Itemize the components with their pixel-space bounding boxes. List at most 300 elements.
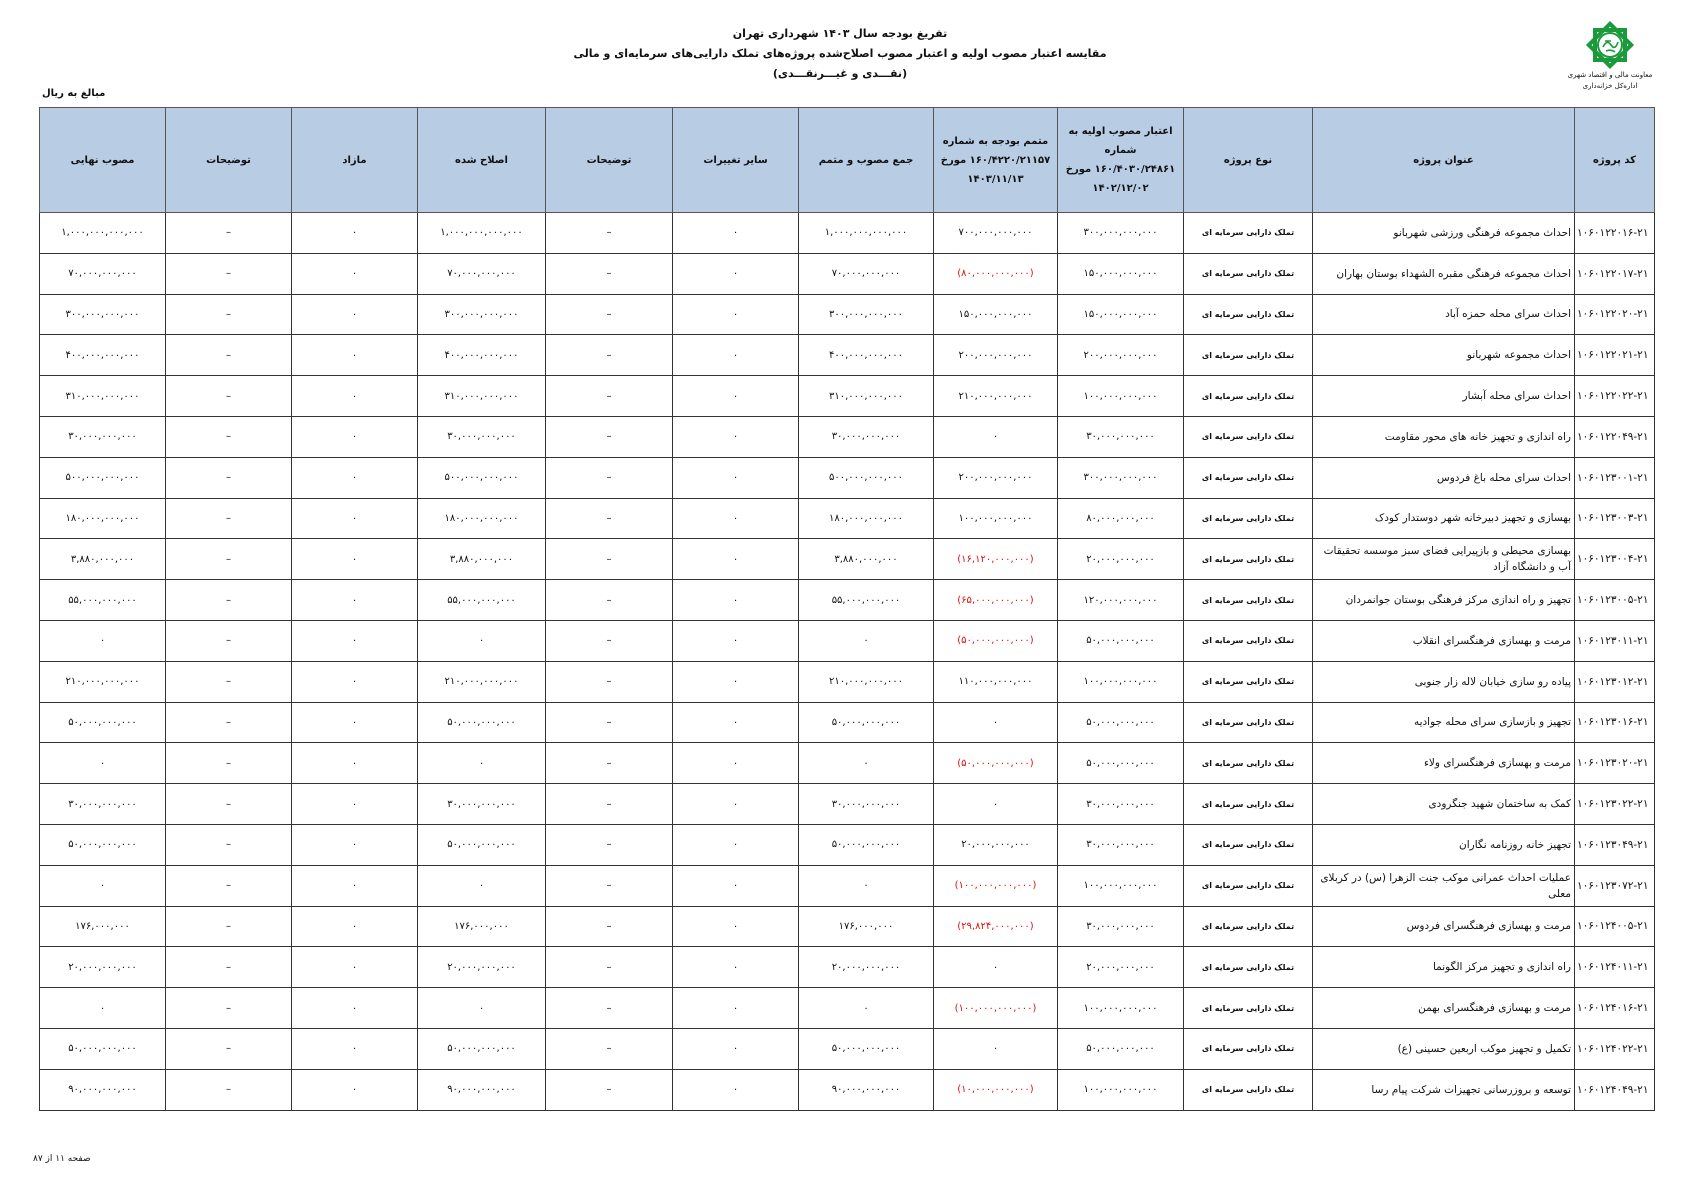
cell-amended: ۵۰,۰۰۰,۰۰۰,۰۰۰ xyxy=(418,824,546,865)
cell-initial: ۳۰,۰۰۰,۰۰۰,۰۰۰ xyxy=(1058,906,1184,947)
cell-notes1: – xyxy=(546,947,673,988)
cell-title: مرمت و بهسازی فرهنگسرای فردوس xyxy=(1313,906,1575,947)
cell-sum: ۴۰۰,۰۰۰,۰۰۰,۰۰۰ xyxy=(799,335,934,376)
logo-deputy-text: معاونت مالی و اقتصاد شهری xyxy=(1567,71,1653,79)
cell-code: ۱۰۶۰۱۲۲۰۲۲-۲۱ xyxy=(1575,376,1655,417)
cell-surplus: ۰ xyxy=(292,253,418,294)
cell-final: ۱,۰۰۰,۰۰۰,۰۰۰,۰۰۰ xyxy=(40,213,166,254)
cell-supplement: ۰ xyxy=(934,416,1058,457)
table-row xyxy=(40,661,1655,702)
cell-code: ۱۰۶۰۱۲۳۰۰۳-۲۱ xyxy=(1575,498,1655,539)
cell-amended: ۴۰۰,۰۰۰,۰۰۰,۰۰۰ xyxy=(418,335,546,376)
cell-final: ۵۰۰,۰۰۰,۰۰۰,۰۰۰ xyxy=(40,457,166,498)
cell-type: تملک دارایی سرمایه ای xyxy=(1184,416,1313,457)
cell-title: عملیات احداث عمرانی موکب جنت الزهرا (س) در کربلای معلی xyxy=(1313,865,1575,906)
cell-notes2: – xyxy=(166,702,292,743)
cell-supplement: ۱۱۰,۰۰۰,۰۰۰,۰۰۰ xyxy=(934,661,1058,702)
col-header-surplus: مازاد xyxy=(292,108,418,213)
cell-surplus: ۰ xyxy=(292,376,418,417)
cell-final: ۵۰,۰۰۰,۰۰۰,۰۰۰ xyxy=(40,702,166,743)
cell-type: تملک دارایی سرمایه ای xyxy=(1184,865,1313,906)
cell-other: ۰ xyxy=(673,906,799,947)
col-header-code: کد پروژه xyxy=(1575,108,1655,213)
cell-initial: ۳۰,۰۰۰,۰۰۰,۰۰۰ xyxy=(1058,784,1184,825)
table-row xyxy=(40,947,1655,988)
cell-notes2: – xyxy=(166,784,292,825)
table-row xyxy=(40,498,1655,539)
cell-surplus: ۰ xyxy=(292,824,418,865)
cell-supplement: (۱۰۰,۰۰۰,۰۰۰,۰۰۰) xyxy=(934,865,1058,906)
cell-other: ۰ xyxy=(673,294,799,335)
col-header-notes2: توضیحات xyxy=(166,108,292,213)
cell-surplus: ۰ xyxy=(292,947,418,988)
table-row xyxy=(40,1069,1655,1110)
cell-title: مرمت و بهسازی فرهنگسرای ولاء xyxy=(1313,743,1575,784)
cell-other: ۰ xyxy=(673,498,799,539)
cell-notes2: – xyxy=(166,213,292,254)
cell-initial: ۵۰,۰۰۰,۰۰۰,۰۰۰ xyxy=(1058,1028,1184,1069)
cell-type: تملک دارایی سرمایه ای xyxy=(1184,824,1313,865)
cell-other: ۰ xyxy=(673,335,799,376)
table-row xyxy=(40,743,1655,784)
cell-surplus: ۰ xyxy=(292,1069,418,1110)
cell-initial: ۸۰,۰۰۰,۰۰۰,۰۰۰ xyxy=(1058,498,1184,539)
cell-code: ۱۰۶۰۱۲۴۰۱۶-۲۱ xyxy=(1575,988,1655,1029)
cell-notes1: – xyxy=(546,580,673,621)
cell-amended: ۲۱۰,۰۰۰,۰۰۰,۰۰۰ xyxy=(418,661,546,702)
cell-notes1: – xyxy=(546,457,673,498)
cell-type: تملک دارایی سرمایه ای xyxy=(1184,661,1313,702)
cell-amended: ۵۰,۰۰۰,۰۰۰,۰۰۰ xyxy=(418,702,546,743)
table-row xyxy=(40,1028,1655,1069)
report-subtitle: مقایسه اعتبار مصوب اولیه و اعتبار مصوب اصلاح‌شده پروژه‌های تملک دارایی‌های سرمایه‌ای و مالی xyxy=(573,47,1107,60)
cell-notes1: – xyxy=(546,702,673,743)
cell-code: ۱۰۶۰۱۲۴۰۰۵-۲۱ xyxy=(1575,906,1655,947)
cell-final: ۲۱۰,۰۰۰,۰۰۰,۰۰۰ xyxy=(40,661,166,702)
cell-supplement: ۰ xyxy=(934,702,1058,743)
cell-notes2: – xyxy=(166,1028,292,1069)
cell-sum: ۰ xyxy=(799,865,934,906)
cell-notes1: – xyxy=(546,294,673,335)
cell-other: ۰ xyxy=(673,376,799,417)
cell-title: احداث مجموعه شهربانو xyxy=(1313,335,1575,376)
cell-initial: ۱۰۰,۰۰۰,۰۰۰,۰۰۰ xyxy=(1058,988,1184,1029)
cell-code: ۱۰۶۰۱۲۲۰۲۰-۲۱ xyxy=(1575,294,1655,335)
cell-final: ۱۷۶,۰۰۰,۰۰۰ xyxy=(40,906,166,947)
cell-amended: ۹۰,۰۰۰,۰۰۰,۰۰۰ xyxy=(418,1069,546,1110)
cell-sum: ۵۰,۰۰۰,۰۰۰,۰۰۰ xyxy=(799,1028,934,1069)
cell-notes1: – xyxy=(546,906,673,947)
cell-final: ۴۰۰,۰۰۰,۰۰۰,۰۰۰ xyxy=(40,335,166,376)
cell-amended: ۰ xyxy=(418,620,546,661)
cell-surplus: ۰ xyxy=(292,784,418,825)
cell-final: ۳۰,۰۰۰,۰۰۰,۰۰۰ xyxy=(40,784,166,825)
table-row xyxy=(40,294,1655,335)
cell-final: ۰ xyxy=(40,865,166,906)
cell-initial: ۵۰,۰۰۰,۰۰۰,۰۰۰ xyxy=(1058,620,1184,661)
cell-notes1: – xyxy=(546,784,673,825)
cell-notes1: – xyxy=(546,661,673,702)
cell-notes2: – xyxy=(166,376,292,417)
cell-sum: ۲۰,۰۰۰,۰۰۰,۰۰۰ xyxy=(799,947,934,988)
col-header-amended: اصلاح شده xyxy=(418,108,546,213)
cell-title: کمک به ساختمان شهید جنگرودی xyxy=(1313,784,1575,825)
cell-initial: ۱۵۰,۰۰۰,۰۰۰,۰۰۰ xyxy=(1058,294,1184,335)
cell-type: تملک دارایی سرمایه ای xyxy=(1184,294,1313,335)
col-header-type: نوع پروژه xyxy=(1184,108,1313,213)
cell-title: احداث مجموعه فرهنگی مقبره الشهداء بوستان بهاران xyxy=(1313,253,1575,294)
cell-amended: ۲۰,۰۰۰,۰۰۰,۰۰۰ xyxy=(418,947,546,988)
cell-initial: ۱۰۰,۰۰۰,۰۰۰,۰۰۰ xyxy=(1058,1069,1184,1110)
cell-final: ۷۰,۰۰۰,۰۰۰,۰۰۰ xyxy=(40,253,166,294)
cell-title: راه اندازی و تجهیز مرکز الگونما xyxy=(1313,947,1575,988)
col-header-sum: جمع مصوب و متمم xyxy=(799,108,934,213)
cell-type: تملک دارایی سرمایه ای xyxy=(1184,580,1313,621)
cell-notes2: – xyxy=(166,947,292,988)
cell-other: ۰ xyxy=(673,865,799,906)
cell-initial: ۱۵۰,۰۰۰,۰۰۰,۰۰۰ xyxy=(1058,253,1184,294)
cell-sum: ۰ xyxy=(799,988,934,1029)
cell-final: ۱۸۰,۰۰۰,۰۰۰,۰۰۰ xyxy=(40,498,166,539)
table-row xyxy=(40,416,1655,457)
cell-title: تجهیز خانه روزنامه نگاران xyxy=(1313,824,1575,865)
table-row xyxy=(40,824,1655,865)
cell-code: ۱۰۶۰۱۲۳۰۲۰-۲۱ xyxy=(1575,743,1655,784)
cell-notes1: – xyxy=(546,253,673,294)
cell-title: تجهیز و بازسازی سرای محله جوادیه xyxy=(1313,702,1575,743)
cell-supplement: ۱۰۰,۰۰۰,۰۰۰,۰۰۰ xyxy=(934,498,1058,539)
cell-code: ۱۰۶۰۱۲۳۰۱۱-۲۱ xyxy=(1575,620,1655,661)
cell-sum: ۱۷۶,۰۰۰,۰۰۰ xyxy=(799,906,934,947)
table-row xyxy=(40,213,1655,254)
cell-supplement: (۱۰۰,۰۰۰,۰۰۰,۰۰۰) xyxy=(934,988,1058,1029)
logo-department-text: اداره‌کل خزانه‌داری xyxy=(1582,82,1638,90)
table-row xyxy=(40,620,1655,661)
cell-supplement: ۲۰,۰۰۰,۰۰۰,۰۰۰ xyxy=(934,824,1058,865)
cell-other: ۰ xyxy=(673,580,799,621)
cell-supplement: (۱۰,۰۰۰,۰۰۰,۰۰۰) xyxy=(934,1069,1058,1110)
table-row xyxy=(40,376,1655,417)
cell-other: ۰ xyxy=(673,1028,799,1069)
table-row xyxy=(40,335,1655,376)
col-header-initial-line: ۱۶۰/۴۰۳۰/۲۴۸۶۱ مورخ xyxy=(1065,164,1176,175)
cell-notes1: – xyxy=(546,376,673,417)
cell-type: تملک دارایی سرمایه ای xyxy=(1184,620,1313,661)
cell-notes2: – xyxy=(166,253,292,294)
cell-amended: ۳۰,۰۰۰,۰۰۰,۰۰۰ xyxy=(418,784,546,825)
table-row xyxy=(40,784,1655,825)
cell-surplus: ۰ xyxy=(292,661,418,702)
cell-title: تجهیز و راه اندازی مرکز فرهنگی بوستان جوانمردان xyxy=(1313,580,1575,621)
cell-final: ۳,۸۸۰,۰۰۰,۰۰۰ xyxy=(40,539,166,580)
cell-initial: ۲۰,۰۰۰,۰۰۰,۰۰۰ xyxy=(1058,947,1184,988)
logo-emblem-icon xyxy=(1581,20,1639,70)
cell-surplus: ۰ xyxy=(292,335,418,376)
col-header-initial-line: ۱۴۰۲/۱۲/۰۲ xyxy=(1092,183,1149,194)
cell-code: ۱۰۶۰۱۲۲۰۴۹-۲۱ xyxy=(1575,416,1655,457)
cell-code: ۱۰۶۰۱۲۳۰۴۹-۲۱ xyxy=(1575,824,1655,865)
cell-notes2: – xyxy=(166,743,292,784)
cell-notes1: – xyxy=(546,988,673,1029)
cell-initial: ۲۰۰,۰۰۰,۰۰۰,۰۰۰ xyxy=(1058,335,1184,376)
cell-surplus: ۰ xyxy=(292,580,418,621)
cell-surplus: ۰ xyxy=(292,620,418,661)
table-row xyxy=(40,539,1655,580)
cell-surplus: ۰ xyxy=(292,988,418,1029)
cell-surplus: ۰ xyxy=(292,865,418,906)
cell-surplus: ۰ xyxy=(292,743,418,784)
table-body xyxy=(40,213,1655,1111)
col-header-initial-line: اعتبار مصوب اولیه به شماره xyxy=(1068,126,1173,156)
cell-sum: ۱,۰۰۰,۰۰۰,۰۰۰,۰۰۰ xyxy=(799,213,934,254)
cell-initial: ۳۰,۰۰۰,۰۰۰,۰۰۰ xyxy=(1058,416,1184,457)
cell-type: تملک دارایی سرمایه ای xyxy=(1184,784,1313,825)
col-header-other: سایر تغییرات xyxy=(673,108,799,213)
page-number: صفحه ۱۱ از ۸۷ xyxy=(33,1154,91,1164)
cell-surplus: ۰ xyxy=(292,906,418,947)
cell-notes2: – xyxy=(166,457,292,498)
cell-supplement: ۰ xyxy=(934,1028,1058,1069)
cell-notes2: – xyxy=(166,906,292,947)
cell-supplement: ۰ xyxy=(934,784,1058,825)
cell-sum: ۲۱۰,۰۰۰,۰۰۰,۰۰۰ xyxy=(799,661,934,702)
cell-notes1: – xyxy=(546,213,673,254)
cell-title: تکمیل و تجهیز موکب اربعین حسینی (ع) xyxy=(1313,1028,1575,1069)
cell-initial: ۵۰,۰۰۰,۰۰۰,۰۰۰ xyxy=(1058,702,1184,743)
cell-supplement: (۵۰,۰۰۰,۰۰۰,۰۰۰) xyxy=(934,743,1058,784)
cell-amended: ۵۰۰,۰۰۰,۰۰۰,۰۰۰ xyxy=(418,457,546,498)
cell-supplement: (۵۰,۰۰۰,۰۰۰,۰۰۰) xyxy=(934,620,1058,661)
cell-surplus: ۰ xyxy=(292,702,418,743)
currency-unit-label: مبالغ به ریال xyxy=(42,88,106,99)
cell-final: ۰ xyxy=(40,988,166,1029)
cell-notes1: – xyxy=(546,416,673,457)
cell-other: ۰ xyxy=(673,661,799,702)
cell-amended: ۰ xyxy=(418,865,546,906)
cell-sum: ۱۸۰,۰۰۰,۰۰۰,۰۰۰ xyxy=(799,498,934,539)
cell-notes1: – xyxy=(546,1069,673,1110)
table-row xyxy=(40,253,1655,294)
cell-type: تملک دارایی سرمایه ای xyxy=(1184,253,1313,294)
cell-title: پیاده رو سازی خیابان لاله زار جنوبی xyxy=(1313,661,1575,702)
cell-supplement: ۲۰۰,۰۰۰,۰۰۰,۰۰۰ xyxy=(934,335,1058,376)
col-header-notes1: توضیحات xyxy=(546,108,673,213)
cell-notes1: – xyxy=(546,865,673,906)
cell-title: توسعه و بروزرسانی تجهیزات شرکت پیام رسا xyxy=(1313,1069,1575,1110)
cell-amended: ۱۷۶,۰۰۰,۰۰۰ xyxy=(418,906,546,947)
cell-sum: ۰ xyxy=(799,620,934,661)
report-title: تفریغ بودجه سال ۱۴۰۳ شهرداری تهران xyxy=(732,27,948,40)
cell-sum: ۳۰,۰۰۰,۰۰۰,۰۰۰ xyxy=(799,416,934,457)
cell-amended: ۳۰۰,۰۰۰,۰۰۰,۰۰۰ xyxy=(418,294,546,335)
cell-initial: ۱۰۰,۰۰۰,۰۰۰,۰۰۰ xyxy=(1058,865,1184,906)
cell-initial: ۳۰۰,۰۰۰,۰۰۰,۰۰۰ xyxy=(1058,457,1184,498)
cell-final: ۰ xyxy=(40,743,166,784)
cell-supplement: (۶۵,۰۰۰,۰۰۰,۰۰۰) xyxy=(934,580,1058,621)
cell-sum: ۵۰,۰۰۰,۰۰۰,۰۰۰ xyxy=(799,824,934,865)
table-row xyxy=(40,457,1655,498)
cell-supplement: ۱۵۰,۰۰۰,۰۰۰,۰۰۰ xyxy=(934,294,1058,335)
cell-title: بهسازی محیطی و بازپیرایی فضای سبز موسسه تحقیقات آب و دانشگاه آزاد xyxy=(1313,539,1575,580)
cell-sum: ۵۰,۰۰۰,۰۰۰,۰۰۰ xyxy=(799,702,934,743)
report-subtitle-cash: (نقـــدی و غیـــرنقـــدی) xyxy=(772,67,908,80)
cell-title: احداث مجموعه فرهنگی ورزشی شهربانو xyxy=(1313,213,1575,254)
table-row xyxy=(40,988,1655,1029)
cell-surplus: ۰ xyxy=(292,1028,418,1069)
col-header-supplement-line: ۱۶۰/۴۲۲۰/۲۱۱۵۷ مورخ xyxy=(940,154,1051,166)
cell-initial: ۱۲۰,۰۰۰,۰۰۰,۰۰۰ xyxy=(1058,580,1184,621)
cell-title: احداث سرای محله باغ فردوس xyxy=(1313,457,1575,498)
cell-title: مرمت و بهسازی فرهنگسرای بهمن xyxy=(1313,988,1575,1029)
cell-sum: ۳۰,۰۰۰,۰۰۰,۰۰۰ xyxy=(799,784,934,825)
cell-other: ۰ xyxy=(673,620,799,661)
cell-notes2: – xyxy=(166,1069,292,1110)
cell-sum: ۹۰,۰۰۰,۰۰۰,۰۰۰ xyxy=(799,1069,934,1110)
cell-initial: ۵۰,۰۰۰,۰۰۰,۰۰۰ xyxy=(1058,743,1184,784)
cell-notes1: – xyxy=(546,824,673,865)
cell-other: ۰ xyxy=(673,1069,799,1110)
cell-code: ۱۰۶۰۱۲۴۰۲۲-۲۱ xyxy=(1575,1028,1655,1069)
cell-other: ۰ xyxy=(673,416,799,457)
cell-code: ۱۰۶۰۱۲۲۰۲۱-۲۱ xyxy=(1575,335,1655,376)
cell-final: ۵۰,۰۰۰,۰۰۰,۰۰۰ xyxy=(40,824,166,865)
cell-sum: ۷۰,۰۰۰,۰۰۰,۰۰۰ xyxy=(799,253,934,294)
cell-other: ۰ xyxy=(673,253,799,294)
cell-supplement: ۷۰۰,۰۰۰,۰۰۰,۰۰۰ xyxy=(934,213,1058,254)
cell-amended: ۰ xyxy=(418,988,546,1029)
cell-type: تملک دارایی سرمایه ای xyxy=(1184,376,1313,417)
cell-type: تملک دارایی سرمایه ای xyxy=(1184,335,1313,376)
cell-initial: ۱۰۰,۰۰۰,۰۰۰,۰۰۰ xyxy=(1058,661,1184,702)
cell-type: تملک دارایی سرمایه ای xyxy=(1184,213,1313,254)
cell-surplus: ۰ xyxy=(292,294,418,335)
cell-other: ۰ xyxy=(673,743,799,784)
cell-type: تملک دارایی سرمایه ای xyxy=(1184,457,1313,498)
table-row xyxy=(40,865,1655,906)
cell-notes2: – xyxy=(166,824,292,865)
cell-type: تملک دارایی سرمایه ای xyxy=(1184,1028,1313,1069)
cell-amended: ۰ xyxy=(418,743,546,784)
cell-code: ۱۰۶۰۱۲۳۰۱۶-۲۱ xyxy=(1575,702,1655,743)
cell-initial: ۳۰,۰۰۰,۰۰۰,۰۰۰ xyxy=(1058,824,1184,865)
cell-other: ۰ xyxy=(673,539,799,580)
cell-other: ۰ xyxy=(673,824,799,865)
cell-type: تملک دارایی سرمایه ای xyxy=(1184,539,1313,580)
cell-other: ۰ xyxy=(673,213,799,254)
cell-other: ۰ xyxy=(673,702,799,743)
cell-surplus: ۰ xyxy=(292,498,418,539)
table-header-row xyxy=(40,108,1655,213)
cell-final: ۲۰,۰۰۰,۰۰۰,۰۰۰ xyxy=(40,947,166,988)
cell-type: تملک دارایی سرمایه ای xyxy=(1184,743,1313,784)
cell-sum: ۳,۸۸۰,۰۰۰,۰۰۰ xyxy=(799,539,934,580)
cell-type: تملک دارایی سرمایه ای xyxy=(1184,1069,1313,1110)
cell-code: ۱۰۶۰۱۲۳۰۰۵-۲۱ xyxy=(1575,580,1655,621)
cell-code: ۱۰۶۰۱۲۳۰۷۲-۲۱ xyxy=(1575,865,1655,906)
cell-notes2: – xyxy=(166,498,292,539)
cell-notes2: – xyxy=(166,539,292,580)
cell-title: احداث سرای محله حمزه آباد xyxy=(1313,294,1575,335)
cell-initial: ۱۰۰,۰۰۰,۰۰۰,۰۰۰ xyxy=(1058,376,1184,417)
cell-notes1: – xyxy=(546,620,673,661)
cell-type: تملک دارایی سرمایه ای xyxy=(1184,988,1313,1029)
cell-title: بهسازی و تجهیز دبیرخانه شهر دوستدار کودک xyxy=(1313,498,1575,539)
cell-notes1: – xyxy=(546,335,673,376)
cell-amended: ۵۰,۰۰۰,۰۰۰,۰۰۰ xyxy=(418,1028,546,1069)
cell-supplement: ۰ xyxy=(934,947,1058,988)
cell-title: مرمت و بهسازی فرهنگسرای انقلاب xyxy=(1313,620,1575,661)
col-header-supplement xyxy=(934,108,1058,213)
cell-surplus: ۰ xyxy=(292,457,418,498)
table-row xyxy=(40,906,1655,947)
cell-notes1: – xyxy=(546,498,673,539)
cell-supplement: (۸۰,۰۰۰,۰۰۰,۰۰۰) xyxy=(934,253,1058,294)
cell-notes2: – xyxy=(166,661,292,702)
cell-notes2: – xyxy=(166,335,292,376)
cell-sum: ۵۰۰,۰۰۰,۰۰۰,۰۰۰ xyxy=(799,457,934,498)
col-header-supplement-line: متمم بودجه به شماره xyxy=(942,135,1049,147)
cell-initial: ۲۰,۰۰۰,۰۰۰,۰۰۰ xyxy=(1058,539,1184,580)
col-header-final: مصوب نهایی xyxy=(40,108,166,213)
cell-type: تملک دارایی سرمایه ای xyxy=(1184,947,1313,988)
cell-other: ۰ xyxy=(673,988,799,1029)
cell-notes1: – xyxy=(546,539,673,580)
cell-final: ۳۱۰,۰۰۰,۰۰۰,۰۰۰ xyxy=(40,376,166,417)
col-header-initial xyxy=(1058,108,1184,213)
cell-amended: ۱۸۰,۰۰۰,۰۰۰,۰۰۰ xyxy=(418,498,546,539)
cell-sum: ۳۱۰,۰۰۰,۰۰۰,۰۰۰ xyxy=(799,376,934,417)
budget-comparison-table xyxy=(39,107,1655,1111)
cell-type: تملک دارایی سرمایه ای xyxy=(1184,702,1313,743)
col-header-title: عنوان پروژه xyxy=(1313,108,1575,213)
cell-amended: ۱,۰۰۰,۰۰۰,۰۰۰,۰۰۰ xyxy=(418,213,546,254)
cell-other: ۰ xyxy=(673,784,799,825)
cell-surplus: ۰ xyxy=(292,539,418,580)
cell-code: ۱۰۶۰۱۲۲۰۱۷-۲۱ xyxy=(1575,253,1655,294)
cell-notes2: – xyxy=(166,865,292,906)
cell-supplement: (۲۹,۸۲۴,۰۰۰,۰۰۰) xyxy=(934,906,1058,947)
table-row xyxy=(40,702,1655,743)
cell-supplement: ۲۰۰,۰۰۰,۰۰۰,۰۰۰ xyxy=(934,457,1058,498)
cell-final: ۵۵,۰۰۰,۰۰۰,۰۰۰ xyxy=(40,580,166,621)
report-title-block xyxy=(560,24,1120,84)
cell-surplus: ۰ xyxy=(292,416,418,457)
cell-code: ۱۰۶۰۱۲۳۰۱۲-۲۱ xyxy=(1575,661,1655,702)
cell-notes2: – xyxy=(166,294,292,335)
cell-initial: ۳۰۰,۰۰۰,۰۰۰,۰۰۰ xyxy=(1058,213,1184,254)
cell-sum: ۳۰۰,۰۰۰,۰۰۰,۰۰۰ xyxy=(799,294,934,335)
cell-other: ۰ xyxy=(673,457,799,498)
cell-sum: ۰ xyxy=(799,743,934,784)
cell-title: راه اندازی و تجهیز خانه های محور مقاومت xyxy=(1313,416,1575,457)
table-row xyxy=(40,580,1655,621)
cell-amended: ۳,۸۸۰,۰۰۰,۰۰۰ xyxy=(418,539,546,580)
cell-code: ۱۰۶۰۱۲۳۰۰۴-۲۱ xyxy=(1575,539,1655,580)
cell-notes2: – xyxy=(166,988,292,1029)
cell-amended: ۵۵,۰۰۰,۰۰۰,۰۰۰ xyxy=(418,580,546,621)
cell-notes2: – xyxy=(166,620,292,661)
cell-final: ۳۰,۰۰۰,۰۰۰,۰۰۰ xyxy=(40,416,166,457)
col-header-supplement-line: ۱۴۰۳/۱۱/۱۳ xyxy=(967,173,1024,185)
cell-supplement: (۱۶,۱۲۰,۰۰۰,۰۰۰) xyxy=(934,539,1058,580)
cell-final: ۹۰,۰۰۰,۰۰۰,۰۰۰ xyxy=(40,1069,166,1110)
cell-supplement: ۲۱۰,۰۰۰,۰۰۰,۰۰۰ xyxy=(934,376,1058,417)
cell-type: تملک دارایی سرمایه ای xyxy=(1184,498,1313,539)
cell-notes2: – xyxy=(166,580,292,621)
cell-amended: ۳۰,۰۰۰,۰۰۰,۰۰۰ xyxy=(418,416,546,457)
cell-sum: ۵۵,۰۰۰,۰۰۰,۰۰۰ xyxy=(799,580,934,621)
tehran-municipality-logo xyxy=(1562,20,1658,92)
